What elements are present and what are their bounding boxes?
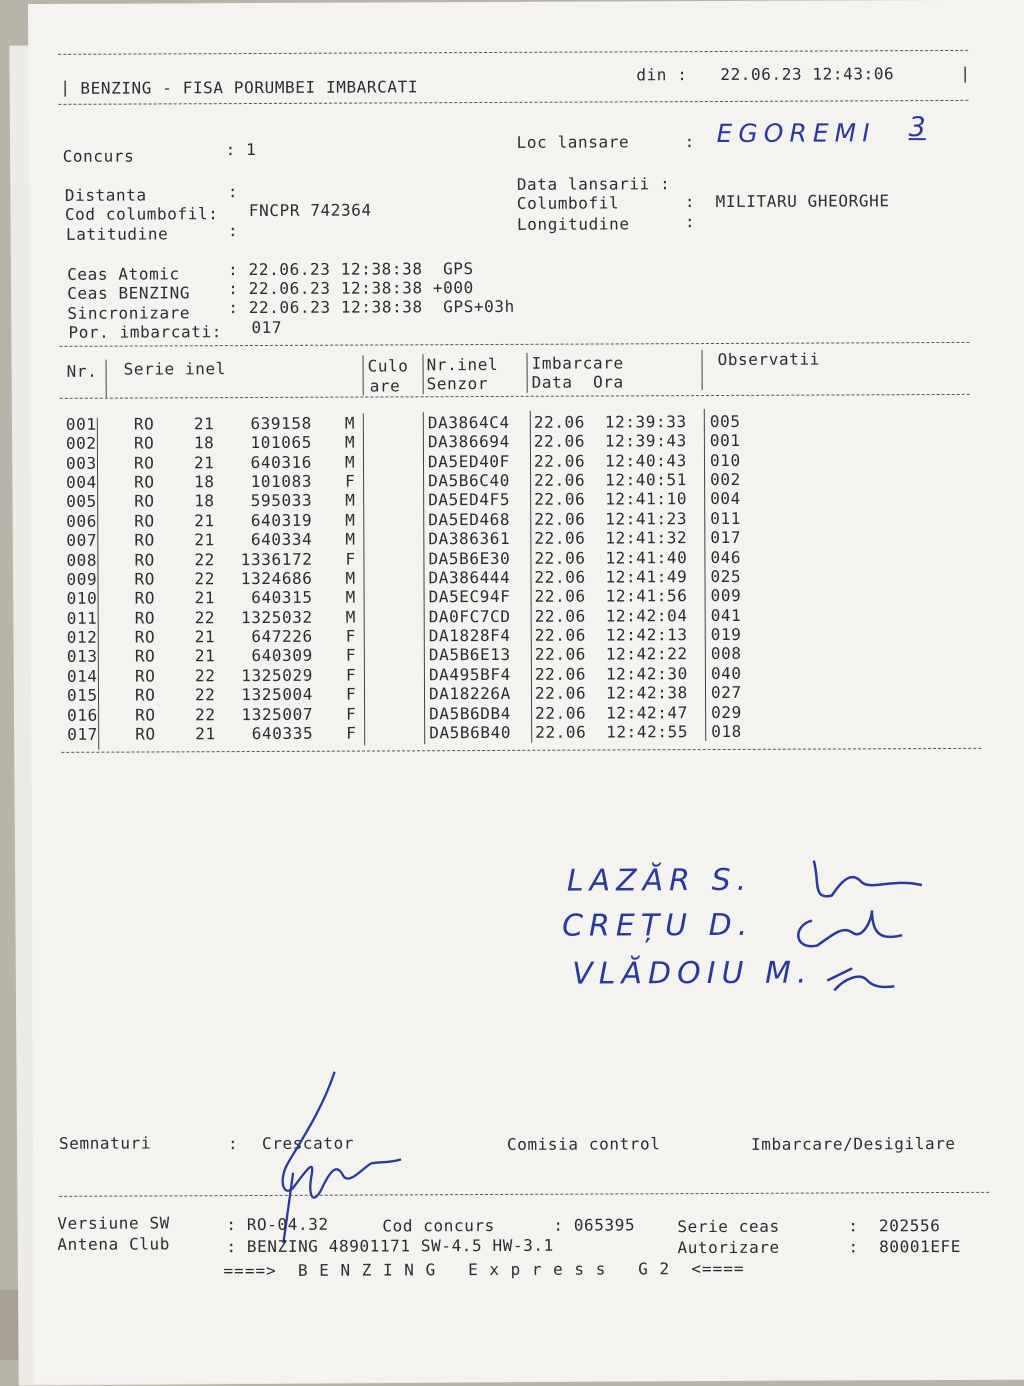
- cell-tara: RO: [133, 414, 155, 434]
- cell-ora: 12:41:49: [605, 567, 688, 587]
- cell-observatii: 002: [710, 470, 741, 490]
- cell-senzor: DA3864C4: [427, 412, 510, 433]
- cell-senzor: DA5B6E13: [428, 645, 511, 665]
- serie-ceas-value: : 202556: [848, 1216, 941, 1236]
- cell-sex: M: [345, 529, 356, 549]
- cell-an: 22: [194, 607, 216, 627]
- cell-an: 22: [194, 549, 215, 569]
- comisia-control-label: Comisia control: [506, 1134, 661, 1154]
- cell-ora: 12:41:10: [605, 489, 688, 509]
- cell-sex: M: [345, 587, 356, 607]
- table-row: [31, 722, 751, 745]
- cell-tara: RO: [133, 453, 155, 473]
- cell-nr: 010: [66, 589, 98, 609]
- cell-senzor: DA5B6B40: [429, 722, 512, 743]
- cell-observatii: 017: [710, 528, 742, 548]
- columbofil-label: Columbofil: [516, 193, 620, 213]
- cell-senzor: DA5B6C40: [428, 471, 511, 491]
- cell-inel: 640315: [251, 588, 313, 608]
- cell-data: 22.06: [534, 664, 587, 684]
- cell-senzor: DA5ED468: [428, 509, 511, 530]
- cell-tara: RO: [135, 724, 156, 744]
- cell-an: 21: [195, 724, 216, 744]
- cell-nr: 017: [67, 724, 98, 744]
- concurs-value: : 1: [225, 140, 257, 160]
- cell-observatii: 027: [710, 683, 742, 703]
- col-header-imbarcare-1: Imbarcare: [531, 353, 624, 373]
- cell-inel: 640309: [251, 646, 313, 666]
- imbarcare-desigilare-label: Imbarcare/Desigilare: [750, 1133, 956, 1154]
- cell-sex: M: [345, 491, 356, 511]
- cell-observatii: 010: [709, 450, 741, 470]
- cell-observatii: 040: [710, 663, 742, 683]
- semnaturi-colon: :: [227, 1134, 239, 1154]
- distanta-value: :: [227, 182, 239, 202]
- cell-an: 21: [194, 588, 216, 608]
- handwritten-name-2: CREȚU D.: [561, 907, 754, 944]
- cell-an: 18: [194, 472, 215, 492]
- cell-observatii: 001: [709, 431, 741, 451]
- cell-data: 22.06: [534, 470, 586, 490]
- cell-ora: 12:42:55: [606, 722, 689, 742]
- handwritten-name-1: LAZĂR S.: [566, 862, 753, 899]
- cell-nr: 009: [66, 569, 98, 589]
- cell-data: 22.06: [533, 431, 586, 452]
- cell-ora: 12:40:51: [605, 470, 687, 490]
- cell-sex: F: [345, 646, 357, 666]
- cell-ora: 12:39:33: [604, 412, 687, 432]
- cell-nr: 005: [66, 492, 97, 512]
- cell-data: 22.06: [533, 451, 586, 471]
- footer-rule: [59, 1192, 989, 1197]
- autorizare-value: : 80001EFE: [848, 1236, 962, 1257]
- cell-observatii: 041: [710, 605, 742, 625]
- data-lansarii-label: Data lansarii :: [516, 174, 671, 194]
- cell-ora: 12:42:38: [605, 683, 688, 703]
- cell-ora: 12:42:47: [606, 702, 689, 723]
- cell-sex: F: [345, 549, 356, 569]
- cell-inel: 101065: [250, 433, 312, 453]
- cell-observatii: 009: [710, 586, 742, 606]
- cell-inel: 640316: [250, 452, 313, 472]
- cell-an: 21: [194, 627, 216, 647]
- semnaturi-label: Semnaturi: [58, 1133, 152, 1153]
- latitudine-value: :: [227, 221, 239, 241]
- cell-ora: 12:41:40: [605, 547, 688, 568]
- antena-club-label: Antena Club: [57, 1234, 171, 1254]
- cell-tara: RO: [134, 569, 156, 589]
- cell-senzor: DA5B6E30: [428, 548, 511, 568]
- loc-lansare-label: Loc lansare: [516, 132, 630, 152]
- cell-an: 21: [193, 414, 215, 434]
- loc-lansare-handwritten: EGOREMI: [716, 118, 876, 148]
- versiune-sw-value: : RO-04.32: [226, 1214, 329, 1235]
- cell-senzor: DA495BF4: [428, 664, 511, 685]
- col-header-culoare-2: are: [369, 376, 401, 396]
- cell-inel: 639158: [250, 413, 312, 434]
- cell-inel: 647226: [251, 626, 313, 647]
- col-header-nrinel-1: Nr.inel: [426, 354, 499, 375]
- porumbei-imbarcati-label: Por. imbarcati:: [68, 322, 222, 342]
- cell-nr: 001: [65, 414, 97, 434]
- cell-nr: 011: [66, 608, 98, 628]
- cell-senzor: DA386444: [428, 567, 511, 588]
- cell-nr: 014: [66, 666, 98, 686]
- longitudine-value: :: [684, 212, 696, 232]
- cell-ora: 12:39:43: [604, 431, 687, 451]
- cell-an: 22: [195, 704, 216, 724]
- cell-sex: F: [345, 665, 357, 685]
- cell-sex: M: [344, 452, 356, 472]
- cell-data: 22.06: [534, 683, 587, 703]
- cell-nr: 007: [66, 530, 98, 551]
- col-header-serie: Serie inel: [123, 359, 226, 379]
- cell-data: 22.06: [534, 586, 586, 607]
- cell-inel: 1336172: [240, 549, 313, 569]
- cell-senzor: DA1828F4: [428, 625, 511, 646]
- benzing-express-banner: ====> B E N Z I N G E x p r e s s G 2 <====: [223, 1258, 745, 1281]
- cell-tara: RO: [134, 608, 156, 628]
- cell-inel: 595033: [250, 491, 313, 511]
- handwritten-initials-signature: [772, 840, 963, 1011]
- cell-senzor: DA5ED40F: [427, 451, 510, 471]
- cell-data: 22.06: [534, 528, 586, 549]
- cell-observatii: 018: [711, 721, 742, 741]
- cell-sex: M: [345, 568, 356, 588]
- loc-lansare-number: 3: [908, 112, 926, 144]
- ceas-benzing-value: : 22.06.23 12:38:38 +000: [228, 278, 474, 299]
- cell-inel: 1325029: [241, 665, 313, 685]
- cell-tara: RO: [134, 588, 156, 608]
- print-datetime: 22.06.23 12:43:06: [720, 64, 895, 84]
- cell-data: 22.06: [535, 703, 587, 723]
- cell-an: 21: [194, 511, 215, 531]
- cell-observatii: 011: [710, 508, 741, 528]
- cell-sex: F: [346, 723, 357, 743]
- cod-concurs-value: : 065395: [553, 1215, 636, 1235]
- cell-observatii: 019: [710, 624, 742, 645]
- cell-tara: RO: [134, 511, 155, 531]
- col-header-nr: Nr.: [66, 361, 98, 381]
- cell-inel: 1324686: [240, 568, 313, 589]
- cell-nr: 004: [66, 472, 97, 492]
- cell-sex: F: [345, 626, 357, 646]
- cell-data: 22.06: [534, 509, 586, 529]
- cell-nr: 006: [66, 511, 98, 531]
- cell-an: 21: [194, 646, 216, 666]
- cell-data: 22.06: [533, 412, 586, 432]
- cell-data: 22.06: [534, 490, 586, 510]
- col-header-nrinel-2: Senzor: [426, 373, 489, 394]
- cell-inel: 1325032: [240, 607, 313, 627]
- ceas-benzing-label: Ceas BENZING: [67, 283, 191, 303]
- cell-tara: RO: [134, 627, 156, 647]
- ceas-atomic-value: : 22.06.23 12:38:38 GPS: [228, 259, 474, 280]
- cell-an: 21: [193, 452, 215, 473]
- autorizare-label: Autorizare: [677, 1237, 780, 1258]
- cell-ora: 12:41:23: [605, 508, 688, 529]
- document-page: [28, 0, 1024, 1384]
- sincronizare-value: : 22.06.23 12:38:38 GPS+03h: [228, 296, 515, 318]
- ceas-atomic-label: Ceas Atomic: [67, 264, 180, 284]
- col-header-observatii: Observatii: [717, 349, 820, 369]
- din-label: din :: [636, 65, 688, 85]
- cell-inel: 101083: [250, 471, 313, 492]
- cell-data: 22.06: [535, 722, 587, 742]
- cell-tara: RO: [134, 685, 156, 705]
- cell-sex: M: [345, 607, 356, 627]
- sincronizare-label: Sincronizare: [67, 303, 191, 323]
- col-header-imbarcare-2: Data Ora: [531, 372, 624, 392]
- cell-observatii: 004: [710, 489, 741, 509]
- cell-ora: 12:42:30: [605, 663, 688, 684]
- cell-inel: 1325004: [241, 684, 314, 705]
- cell-data: 22.06: [534, 548, 586, 568]
- cell-ora: 12:42:04: [605, 605, 688, 626]
- cell-senzor: DA386361: [428, 529, 511, 549]
- cell-an: 18: [194, 491, 215, 511]
- cell-an: 22: [194, 685, 216, 705]
- cell-nr: 013: [66, 647, 98, 667]
- cell-senzor: DA18226A: [428, 684, 511, 704]
- latitudine-label: Latitudine: [65, 224, 169, 244]
- cell-inel: 640319: [250, 510, 313, 530]
- cell-data: 22.06: [534, 567, 586, 587]
- cell-ora: 12:42:13: [605, 625, 688, 645]
- cell-senzor: DA5EC94F: [428, 587, 511, 607]
- cell-data: 22.06: [534, 645, 587, 665]
- loc-lansare-colon: :: [684, 132, 695, 152]
- cell-senzor: DA5B6DB4: [429, 703, 512, 723]
- cell-tara: RO: [134, 530, 155, 550]
- crescator-label: Crescator: [261, 1133, 355, 1153]
- cell-tara: RO: [134, 550, 155, 570]
- cell-observatii: 025: [710, 566, 742, 586]
- versiune-sw-label: Versiune SW: [57, 1213, 170, 1233]
- cell-inel: 640335: [251, 723, 314, 743]
- col-header-culoare-1: Culo: [367, 356, 409, 376]
- page-title: BENZING - FISA PORUMBEI IMBARCATI: [80, 77, 419, 98]
- distanta-label: Distanta: [64, 185, 147, 205]
- cell-observatii: 029: [711, 702, 742, 722]
- cell-tara: RO: [134, 472, 155, 492]
- cell-inel: 1325007: [241, 704, 314, 724]
- cell-data: 22.06: [534, 606, 586, 626]
- cell-tara: RO: [135, 704, 156, 725]
- cell-observatii: 008: [710, 644, 742, 664]
- antena-club-value: : BENZING 48901171 SW-4.5 HW-3.1: [226, 1235, 554, 1257]
- cell-tara: RO: [134, 646, 156, 666]
- cod-columbofil-value: FNCPR 742364: [248, 200, 372, 221]
- cell-senzor: DA0FC7CD: [428, 606, 511, 626]
- cell-inel: 640334: [250, 529, 313, 550]
- cell-ora: 12:42:22: [605, 644, 688, 664]
- cell-nr: 012: [66, 627, 98, 647]
- cell-an: 22: [194, 569, 216, 589]
- cell-an: 22: [194, 665, 216, 686]
- longitudine-label: Longitudine: [516, 214, 630, 234]
- cell-observatii: 046: [710, 547, 742, 567]
- cell-sex: F: [345, 684, 357, 704]
- porumbei-imbarcati-value: 017: [251, 317, 283, 338]
- cell-sex: F: [346, 704, 357, 724]
- cell-data: 22.06: [534, 625, 586, 645]
- header-bar-left: |: [60, 77, 71, 97]
- cell-observatii: 005: [709, 411, 741, 432]
- header-bar-right: |: [960, 63, 971, 83]
- cell-ora: 12:41:32: [605, 528, 688, 548]
- cell-sex: M: [345, 510, 356, 530]
- cell-ora: 12:41:56: [605, 586, 688, 606]
- serie-ceas-label: Serie ceas: [677, 1216, 780, 1237]
- cell-ora: 12:40:43: [604, 450, 687, 471]
- cell-tara: RO: [134, 491, 155, 512]
- cell-nr: 016: [67, 705, 98, 725]
- cell-sex: M: [344, 413, 356, 433]
- cell-senzor: DA5ED4F5: [428, 490, 511, 510]
- cell-nr: 015: [66, 685, 98, 706]
- columbofil-value: : MILITARU GHEORGHE: [684, 191, 890, 212]
- cell-nr: 008: [66, 550, 98, 570]
- handwritten-name-3: VLĂDOIU M.: [572, 955, 813, 992]
- cod-concurs-label: Cod concurs: [382, 1215, 495, 1236]
- cell-an: 21: [194, 530, 215, 550]
- cell-tara: RO: [134, 666, 156, 686]
- concurs-label: Concurs: [62, 146, 135, 166]
- cell-nr: 002: [65, 434, 97, 454]
- cell-nr: 003: [65, 453, 97, 473]
- cell-tara: RO: [133, 433, 155, 453]
- cell-an: 18: [193, 433, 215, 453]
- cell-senzor: DA386694: [427, 432, 510, 452]
- cell-sex: F: [345, 471, 356, 491]
- cell-sex: M: [344, 432, 356, 452]
- cod-columbofil-label: Cod columbofil:: [64, 204, 219, 224]
